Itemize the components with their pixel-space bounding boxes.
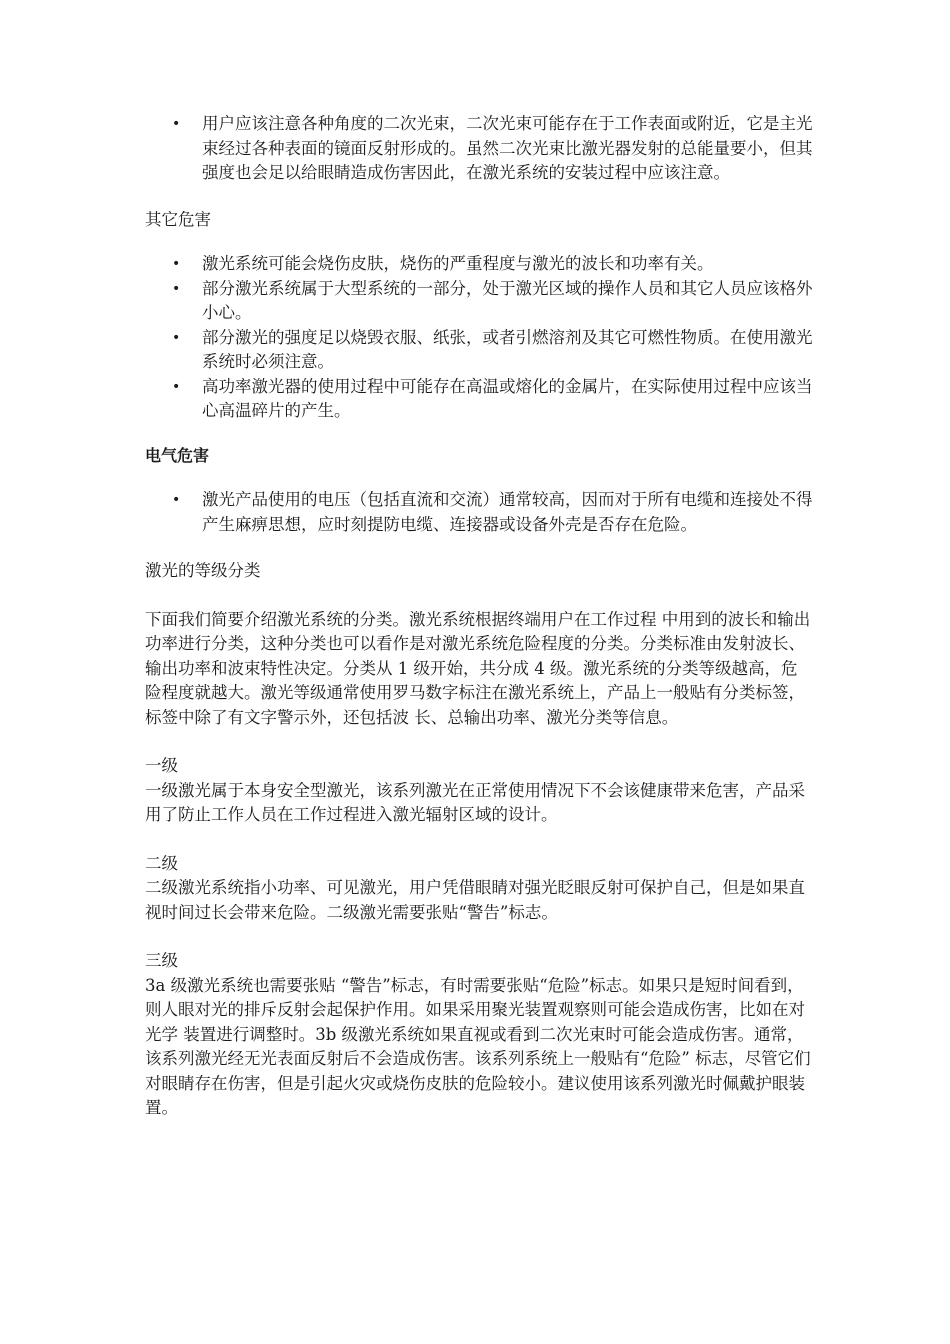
bullet-icon: • xyxy=(172,378,181,395)
document-page xyxy=(145,112,813,1121)
class3-title: 三级 xyxy=(145,951,178,970)
class3-text: 3a 级激光系统也需要张贴 “警告”标志，有时需要张贴“危险”标志。如果只是短时间看到，则人眼对光的排斥反射会起保护作用。如果采用聚光装置观察则可能会造成伤害，比如在对光学 装置进行调整时。3b 级激光系统如果直视或看到二次光束时可能会造成伤害。通常，该系列激光经无光表面反射后不会造成伤害。该系列系统上一般贴有“危险” 标志，尽管它们对眼睛存在伤害，但是引起火灾或烧伤皮肤的危险较小。建议使用该系列激光时佩戴护眼装置。 xyxy=(145,975,811,1117)
list-item-text: 激光产品使用的电压（包括直流和交流）通常较高，因而对于所有电缆和连接处不得产生麻痹思想，应时刻提防电缆、连接器或设备外壳是否存在危险。 xyxy=(202,490,813,534)
list-item-text: 激光系统可能会烧伤皮肤，烧伤的严重程度与激光的波长和功率有关。 xyxy=(202,254,714,273)
electrical-hazards-heading: 电气危害 xyxy=(145,445,210,465)
list-item xyxy=(145,277,813,326)
bullet-icon: • xyxy=(172,280,181,297)
bullet-icon: • xyxy=(172,492,181,508)
class2-text: 二级激光系统指小功率、可见激光，用户凭借眼睛对强光眨眼反射可保护自己，但是如果直视时间过长会带来危险。二级激光需要张贴“警告”标志。 xyxy=(145,878,805,922)
bullet-icon: • xyxy=(172,256,181,272)
list-item-text: 高功率激光器的使用过程中可能存在高温或熔化的金属片，在实际使用过程中应该当心高温碎片的产生。 xyxy=(202,376,813,420)
bullet-icon: • xyxy=(172,116,181,132)
list-item xyxy=(145,488,813,537)
list-item-text: 部分激光的强度足以烧毁衣服、纸张，或者引燃溶剂及其它可燃性物质。在使用激光系统时必须注意。 xyxy=(202,327,813,371)
list-item-text: 用户应该注意各种角度的二次光束，二次光束可能存在于工作表面或附近，它是主光束经过各种表面的镜面反射形成的。虽然二次光束比激光器发射的总能量要小，但其强度也会足以给眼睛造成伤害因此，在激光系统的安装过程中应该注意。 xyxy=(202,114,813,182)
class1-text: 一级激光属于本身安全型激光，该系列激光在正常使用情况下不会该健康带来危害，产品采用了防止工作人员在工作过程进入激光辐射区域的设计。 xyxy=(145,780,805,824)
list-item xyxy=(145,375,813,424)
bullet-icon: • xyxy=(172,329,181,346)
other-hazards-list xyxy=(145,252,813,424)
classification-heading: 激光的等级分类 xyxy=(145,561,261,580)
class1-title: 一级 xyxy=(145,756,178,775)
class2-title: 二级 xyxy=(145,853,178,873)
classification-intro: 下面我们简要介绍激光系统的分类。激光系统根据终端用户在工作过程 中用到的波长和输出功率进行分类，这种分类也可以看作是对激光系统危险程度的分类。分类标准由发射波长、输出功率和波束特性决定。分类从 1 级开始，共分成 4 级。激光系统的分类等级越高，危险程度就越大。激光等级通常使用罗马数字标注在激光系统上，产品上一般贴有分类标签，标签中除了有文字警示外，还包括波 长、总输出功率、激光分类等信息。 xyxy=(145,609,811,727)
electrical-hazards-list xyxy=(145,488,813,537)
secondary-beam-list xyxy=(145,112,813,186)
list-item-text: 部分激光系统属于大型系统的一部分，处于激光区域的操作人员和其它人员应该格外小心。 xyxy=(202,278,813,322)
list-item xyxy=(145,326,813,375)
list-item xyxy=(145,112,813,186)
list-item xyxy=(145,252,813,277)
other-hazards-heading: 其它危害 xyxy=(145,209,211,229)
